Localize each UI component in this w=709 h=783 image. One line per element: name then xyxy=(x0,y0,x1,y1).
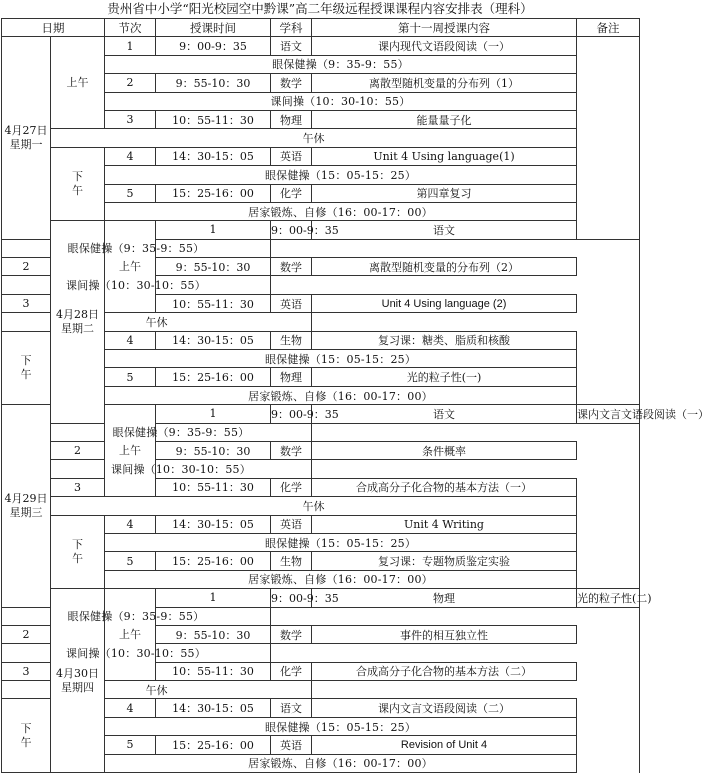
day-weekday: 星期三 xyxy=(9,505,43,519)
break-row xyxy=(2,607,640,625)
subject: 语文 xyxy=(312,405,577,423)
lunch-label: 午休 xyxy=(2,313,312,331)
section-number: 4 xyxy=(105,515,156,533)
section-number: 2 xyxy=(51,441,105,459)
lunch-row xyxy=(2,681,640,699)
day-cell xyxy=(2,37,51,239)
break-row-label: 眼保健操（9：35-9：55） xyxy=(105,55,577,73)
subject: 数学 xyxy=(271,74,312,92)
subject: 语文 xyxy=(312,221,577,239)
lesson-content: 离散型随机变量的分布列（1） xyxy=(312,74,577,92)
class-time: 9：00-9：35 xyxy=(271,221,312,239)
header-date: 日期 xyxy=(2,19,105,37)
period-afternoon-char-1: 下 xyxy=(72,170,83,184)
break-row-label: 眼保健操（15：05-15：25） xyxy=(105,350,577,368)
subject: 英语 xyxy=(271,736,312,754)
break-row-label: 眼保健操（15：05-15：25） xyxy=(105,717,577,735)
header-content: 第十一周授课内容 xyxy=(312,19,577,37)
lesson-content: 事件的相互独立性 xyxy=(312,625,577,643)
period-afternoon xyxy=(2,699,51,773)
section-number: 5 xyxy=(105,552,156,570)
section-number: 1 xyxy=(105,37,156,55)
class-time: 9：00-9：35 xyxy=(156,37,271,55)
subject: 英语 xyxy=(271,515,312,533)
lesson-content: Unit 4 Writing xyxy=(312,515,577,533)
day-weekday: 星期二 xyxy=(61,321,94,335)
day-cell xyxy=(2,405,51,607)
section-number: 4 xyxy=(105,699,156,717)
subject: 语文 xyxy=(271,37,312,55)
day-weekday: 星期四 xyxy=(61,680,94,694)
period-afternoon xyxy=(51,147,105,221)
break-row-label: 居家锻炼、自修（16：00-17：00） xyxy=(105,570,577,588)
lesson-content: 光的粒子性(二) xyxy=(577,589,640,607)
subject: 物理 xyxy=(271,110,312,128)
period-afternoon-char-1: 下 xyxy=(20,353,32,367)
day-date: 4月27日 xyxy=(4,124,48,138)
lesson-content: 课内现代文语段阅读（一） xyxy=(312,37,577,55)
lunch-label: 午休 xyxy=(51,129,577,147)
period-morning: 上午 xyxy=(51,37,105,129)
document-title: 贵州省中小学“阳光校园空中黔课”高二年级远程授课课程内容安排表（理科） xyxy=(107,1,533,16)
subject: 生物 xyxy=(271,552,312,570)
class-time: 14：30-15：05 xyxy=(156,331,271,349)
break-row-label: 眼保健操（9：35-9：55） xyxy=(51,423,312,441)
class-time: 9：00-9：35 xyxy=(271,405,312,423)
section-number: 3 xyxy=(2,662,51,680)
lesson-content: 复习课：专题物质鉴定实验 xyxy=(312,552,577,570)
lesson-content: Revision of Unit 4 xyxy=(312,736,577,754)
class-time: 10：55-11：30 xyxy=(156,662,271,680)
subject: 数学 xyxy=(271,625,312,643)
subject: 化学 xyxy=(271,184,312,202)
break-row-label: 课间操（10：30-10：55） xyxy=(2,644,271,662)
lesson-row xyxy=(2,221,640,239)
section-number: 5 xyxy=(105,184,156,202)
subject: 化学 xyxy=(271,478,312,496)
header-subject: 学科 xyxy=(271,19,312,37)
lunch-label: 午休 xyxy=(51,497,577,515)
break-row-label: 眼保健操（15：05-15：25） xyxy=(105,166,577,184)
break-row xyxy=(2,239,640,257)
class-time: 10：55-11：30 xyxy=(156,110,271,128)
remark-cell xyxy=(577,37,640,239)
period-morning: 上午 xyxy=(105,589,156,681)
section-number: 4 xyxy=(105,331,156,349)
class-time: 15：25-16：00 xyxy=(156,184,271,202)
lesson-row xyxy=(2,441,640,459)
header-row xyxy=(2,19,640,37)
lesson-content: 能量量子化 xyxy=(312,110,577,128)
day-date: 4月30日 xyxy=(56,666,99,680)
section-number: 5 xyxy=(105,368,156,386)
break-row-label: 课间操（10：30-10：55） xyxy=(51,460,312,478)
break-row-label: 居家锻炼、自修（16：00-17：00） xyxy=(105,754,577,772)
section-number: 1 xyxy=(156,221,271,239)
period-afternoon-char-2: 午 xyxy=(20,735,32,749)
section-number: 1 xyxy=(156,589,271,607)
subject: 化学 xyxy=(271,662,312,680)
class-time: 10：55-11：30 xyxy=(156,294,271,312)
lesson-content: 合成高分子化合物的基本方法（一） xyxy=(312,478,577,496)
period-morning: 上午 xyxy=(105,405,156,497)
section-number: 3 xyxy=(2,294,51,312)
lesson-row xyxy=(2,478,640,496)
section-number: 4 xyxy=(105,147,156,165)
break-row-label: 眼保健操（9：35-9：55） xyxy=(2,607,271,625)
subject: 数学 xyxy=(271,441,312,459)
lesson-content: 光的粒子性(一) xyxy=(312,368,577,386)
day-weekday: 星期一 xyxy=(9,138,43,152)
class-time: 15：25-16：00 xyxy=(156,736,271,754)
subject: 生物 xyxy=(271,331,312,349)
period-afternoon-char-2: 午 xyxy=(72,551,83,565)
subject: 物理 xyxy=(271,368,312,386)
period-afternoon xyxy=(2,331,51,405)
header-time: 授课时间 xyxy=(156,19,271,37)
class-time: 14：30-15：05 xyxy=(156,699,271,717)
class-time: 15：25-16：00 xyxy=(156,368,271,386)
section-number: 2 xyxy=(105,74,156,92)
section-number: 1 xyxy=(156,405,271,423)
lesson-content: 合成高分子化合物的基本方法（二） xyxy=(312,662,577,680)
period-afternoon xyxy=(51,515,105,589)
break-row-label: 居家锻炼、自修（16：00-17：00） xyxy=(105,202,577,220)
lunch-label: 午休 xyxy=(2,681,312,699)
subject: 数学 xyxy=(271,258,312,276)
section-number: 2 xyxy=(2,625,51,643)
break-row-label: 眼保健操（9：35-9：55） xyxy=(2,239,271,257)
break-row xyxy=(2,460,640,478)
day-date: 4月28日 xyxy=(56,307,99,321)
class-time: 9：00-9：35 xyxy=(271,589,312,607)
lesson-row xyxy=(2,515,640,533)
lesson-content: 课内文言文语段阅读（二） xyxy=(312,699,577,717)
lunch-row xyxy=(2,497,640,515)
subject: 英语 xyxy=(271,147,312,165)
class-time: 9：55-10：30 xyxy=(156,441,271,459)
break-row xyxy=(2,423,640,441)
section-number: 3 xyxy=(105,110,156,128)
period-afternoon-char-2: 午 xyxy=(20,367,32,381)
lesson-row xyxy=(2,147,640,165)
class-time: 14：30-15：05 xyxy=(156,515,271,533)
period-afternoon-char-2: 午 xyxy=(72,184,83,198)
lesson-row xyxy=(2,37,640,55)
period-morning: 上午 xyxy=(105,221,156,313)
class-time: 14：30-15：05 xyxy=(156,147,271,165)
break-row-label: 课间操（10：30-10：55） xyxy=(105,92,577,110)
break-row-label: 课间操（10：30-10：55） xyxy=(2,276,271,294)
schedule-body xyxy=(2,37,709,773)
class-time: 9：55-10：30 xyxy=(156,74,271,92)
class-time: 9：55-10：30 xyxy=(156,258,271,276)
break-row xyxy=(2,276,640,294)
break-row-label: 居家锻炼、自修（16：00-17：00） xyxy=(105,386,577,404)
lesson-content: 复习课：糖类、脂质和核酸 xyxy=(312,331,577,349)
period-afternoon-char-1: 下 xyxy=(20,721,32,735)
section-number: 2 xyxy=(2,258,51,276)
section-number: 5 xyxy=(105,736,156,754)
class-time: 9：55-10：30 xyxy=(156,625,271,643)
header-section: 节次 xyxy=(105,19,156,37)
class-time: 10：55-11：30 xyxy=(156,478,271,496)
lesson-content: Unit 4 Using language(1) xyxy=(312,147,577,165)
header-remark: 备注 xyxy=(577,19,640,37)
section-number: 3 xyxy=(51,478,105,496)
lesson-content: 离散型随机变量的分布列（2） xyxy=(312,258,577,276)
day-date: 4月29日 xyxy=(4,491,48,505)
subject: 物理 xyxy=(312,589,577,607)
subject: 英语 xyxy=(271,294,312,312)
class-time: 15：25-16：00 xyxy=(156,552,271,570)
subject: 语文 xyxy=(271,699,312,717)
schedule-table xyxy=(1,18,709,773)
lesson-content: 课内文言文语段阅读（一） xyxy=(577,405,640,423)
period-afternoon-char-1: 下 xyxy=(72,537,83,551)
lesson-row xyxy=(2,589,640,607)
lesson-content: 第四章复习 xyxy=(312,184,577,202)
lesson-content: 条件概率 xyxy=(312,441,577,459)
lesson-content: Unit 4 Using language (2) xyxy=(312,294,577,312)
lunch-row xyxy=(2,129,640,147)
break-row-label: 眼保健操（15：05-15：25） xyxy=(105,533,577,551)
break-row xyxy=(2,644,640,662)
